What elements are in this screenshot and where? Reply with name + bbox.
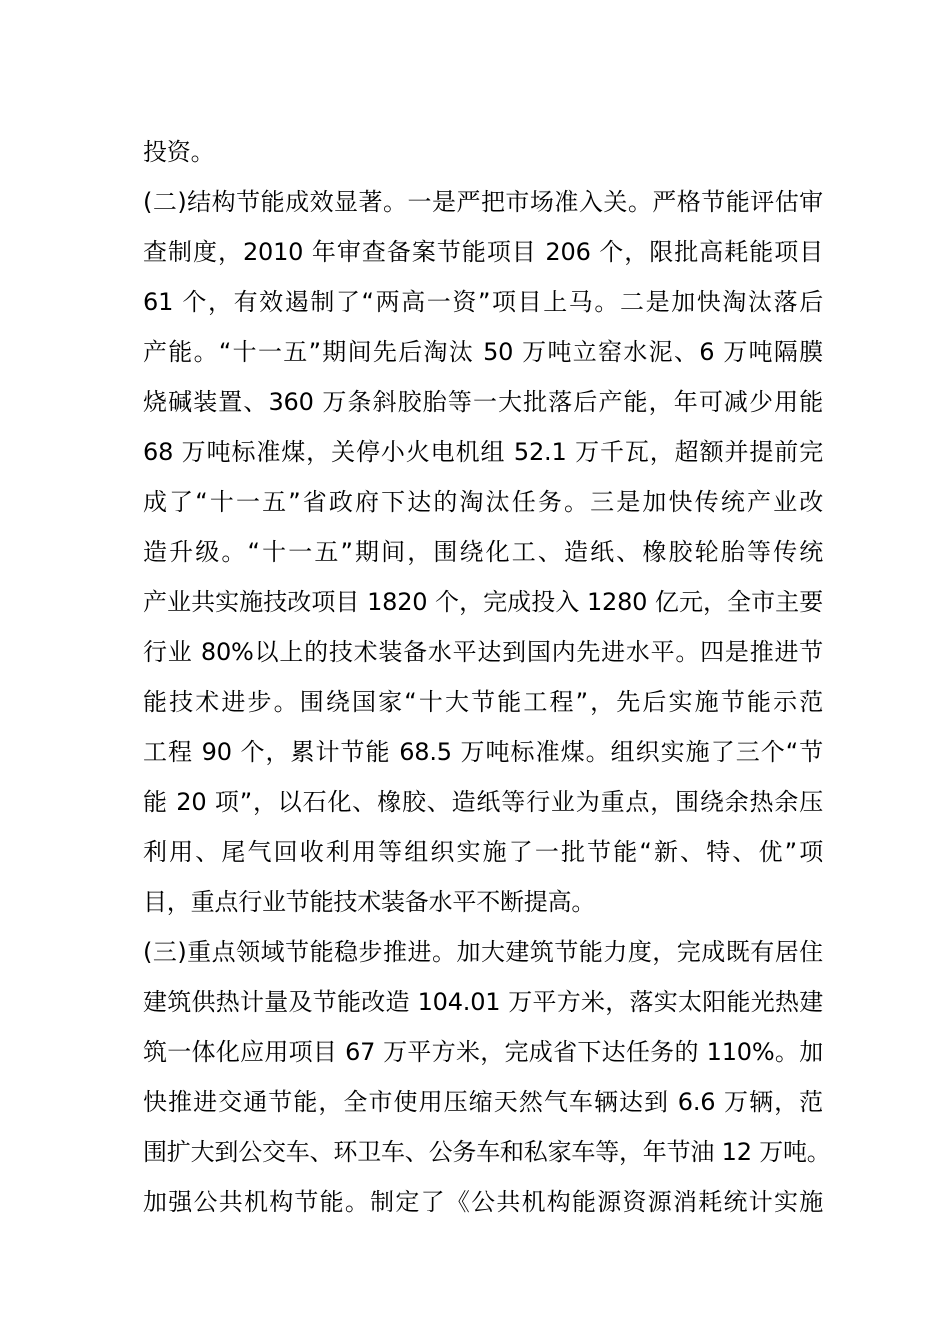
- text-line: 能 20 项”，以石化、橡胶、造纸等行业为重点，围绕余热余压: [143, 788, 823, 816]
- text-line: 利用、尾气回收利用等组织实施了一批节能“新、特、优”项: [143, 838, 823, 866]
- text-line: 能技术进步。围绕国家“十大节能工程”，先后实施节能示范: [143, 688, 823, 716]
- text-line: 加强公共机构节能。制定了《公共机构能源资源消耗统计实施: [143, 1188, 823, 1216]
- body-text: [143, 127, 831, 1227]
- text-line: (二)结构节能成效显著。一是严把市场准入关。严格节能评估审: [143, 188, 823, 216]
- text-line: 行业 80%以上的技术装备水平达到国内先进水平。四是推进节: [143, 638, 823, 666]
- text-line: 目，重点行业节能技术装备水平不断提高。: [143, 888, 596, 916]
- text-line: 产业共实施技改项目 1820 个，完成投入 1280 亿元，全市主要: [143, 588, 823, 616]
- text-line: 成了“十一五”省政府下达的淘汰任务。三是加快传统产业改: [143, 488, 823, 516]
- text-line: 68 万吨标准煤，关停小火电机组 52.1 万千瓦，超额并提前完: [143, 438, 823, 466]
- text-line: 投资。: [143, 138, 215, 166]
- text-line: 产能。“十一五”期间先后淘汰 50 万吨立窑水泥、6 万吨隔膜: [143, 338, 823, 366]
- text-line: 围扩大到公交车、环卫车、公务车和私家车等，年节油 12 万吨。: [143, 1138, 831, 1166]
- text-line: 建筑供热计量及节能改造 104.01 万平方米，落实太阳能光热建: [143, 988, 823, 1016]
- text-line: 61 个，有效遏制了“两高一资”项目上马。二是加快淘汰落后: [143, 288, 823, 316]
- text-line: (三)重点领域节能稳步推进。加大建筑节能力度，完成既有居住: [143, 938, 823, 966]
- text-line: 造升级。“十一五”期间，围绕化工、造纸、橡胶轮胎等传统: [143, 538, 823, 566]
- text-line: 工程 90 个，累计节能 68.5 万吨标准煤。组织实施了三个“节: [143, 738, 823, 766]
- text-line: 筑一体化应用项目 67 万平方米，完成省下达任务的 110%。加: [143, 1038, 823, 1066]
- text-line: 查制度，2010 年审查备案节能项目 206 个，限批高耗能项目: [143, 238, 823, 266]
- text-line: 烧碱装置、360 万条斜胶胎等一大批落后产能，年可减少用能: [143, 388, 823, 416]
- text-line: 快推进交通节能，全市使用压缩天然气车辆达到 6.6 万辆，范: [143, 1088, 823, 1116]
